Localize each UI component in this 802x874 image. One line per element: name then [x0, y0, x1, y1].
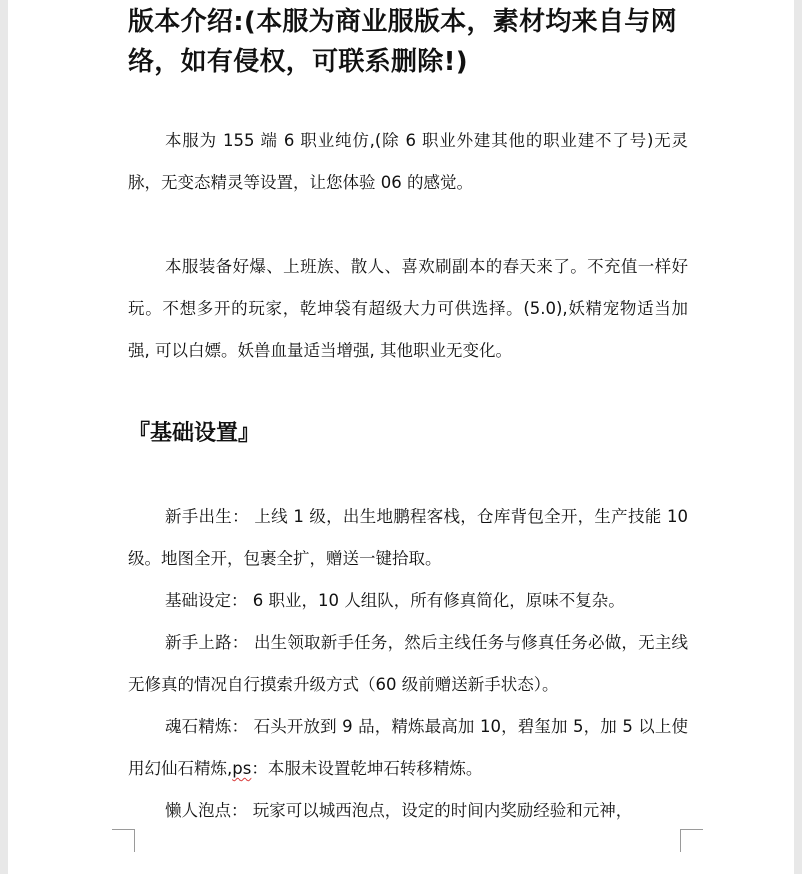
right-margin-corner-mark — [680, 829, 703, 852]
document-page — [8, 0, 794, 874]
document-title: 版本介绍:(本服为商业服版本，素材均来自与网络，如有侵权，可联系删除!) — [128, 7, 677, 77]
soulstone-text-after: ：本服未设置乾坤石转移精炼。 — [251, 759, 483, 778]
setting-idle-afk: 懒人泡点： 玩家可以城西泡点，设定的时间内奖励经验和元神， — [165, 801, 633, 820]
setting-basic: 基础设定： 6 职业，10 人组队，所有修真简化，原味不复杂。 — [165, 591, 625, 610]
setting-soulstone-refine — [128, 706, 688, 790]
left-margin-corner-mark — [112, 829, 135, 852]
intro-paragraph-2: 本服装备好爆、上班族、散人、喜欢刷副本的春天来了。不充值一样好玩。不想多开的玩家，乾坤袋有超级大力可供选择。(5.0),妖精宠物适当加强, 可以白嫖。妖兽血量适当增强, 其他职业无变化。 — [128, 257, 688, 360]
setting-newbie-birth: 新手出生： 上线 1 级，出生地鹏程客栈，仓库背包全开，生产技能 10 级。地图全开，包裹全扩，赠送一键拾取。 — [128, 507, 688, 568]
section-heading: 『基础设置』 — [128, 421, 261, 446]
spellcheck-flagged-word[interactable]: ps — [232, 759, 252, 778]
intro-paragraph-1: 本服为 155 端 6 职业纯仿,(除 6 职业外建其他的职业建不了号)无灵脉，无变态精灵等设置，让您体验 06 的感觉。 — [128, 131, 688, 192]
setting-newbie-road: 新手上路： 出生领取新手任务，然后主线任务与修真任务必做，无主线无修真的情况自行摸索升级方式（60 级前赠送新手状态）。 — [128, 633, 688, 694]
soulstone-text-before: 魂石精炼： 石头开放到 9 品，精炼最高加 10，碧玺加 5，加 5 以上使用幻仙石精炼, — [128, 717, 688, 778]
